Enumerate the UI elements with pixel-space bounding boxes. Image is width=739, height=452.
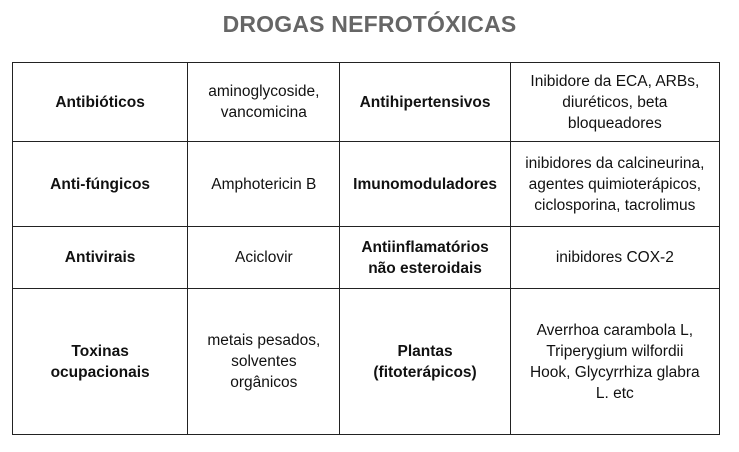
drugs-cell xyxy=(510,63,719,142)
drugs-text: inibidores COX-2 xyxy=(555,249,674,266)
category-cell xyxy=(13,142,188,227)
category-cell xyxy=(340,227,510,289)
drugs-cell xyxy=(188,142,340,227)
drugs-text: metais pesados, solventes orgânicos xyxy=(207,332,321,391)
category-cell xyxy=(340,142,510,227)
table-row xyxy=(13,227,720,289)
drugs-cell xyxy=(510,289,719,435)
category-label: Antiinflamatórios não esteroidais xyxy=(361,238,489,277)
drugs-cell xyxy=(188,63,340,142)
table-row xyxy=(13,63,720,142)
drugs-cell xyxy=(188,227,340,289)
category-label: Antihipertensivos xyxy=(359,93,491,111)
category-cell xyxy=(340,63,510,142)
category-cell xyxy=(13,289,188,435)
table-row xyxy=(13,142,720,227)
category-label: Imunomoduladores xyxy=(353,175,497,193)
category-label: Antibióticos xyxy=(55,93,145,111)
drugs-cell xyxy=(188,289,340,435)
category-label: Anti-fúngicos xyxy=(50,175,151,193)
category-cell xyxy=(13,227,188,289)
category-label: Plantas (fitoterápicos) xyxy=(373,342,477,381)
drugs-text: Averrhoa carambola L, Triperygium wilfordii Hook, Glycyrrhiza glabra L. etc xyxy=(529,321,700,402)
table-row xyxy=(13,289,720,435)
category-cell xyxy=(340,289,510,435)
page-title: DROGAS NEFROTÓXICAS xyxy=(222,11,517,37)
category-cell xyxy=(13,63,188,142)
drugs-cell xyxy=(510,227,719,289)
drugs-text: aminoglycoside, vancomicina xyxy=(208,83,320,121)
drugs-text: Aciclovir xyxy=(234,249,293,266)
category-label: Antivirais xyxy=(64,249,136,266)
drugs-text: inibidores da calcineurina, agentes quimioterápicos, ciclosporina, tacrolimus xyxy=(525,154,705,214)
drugs-text: Inibidore da ECA, ARBs, diuréticos, beta bloqueadores xyxy=(530,72,700,132)
drugs-cell xyxy=(510,142,719,227)
category-label: Toxinas ocupacionais xyxy=(50,342,150,381)
nephrotoxic-drugs-table xyxy=(12,62,720,435)
drugs-text: Amphotericin B xyxy=(211,175,317,193)
